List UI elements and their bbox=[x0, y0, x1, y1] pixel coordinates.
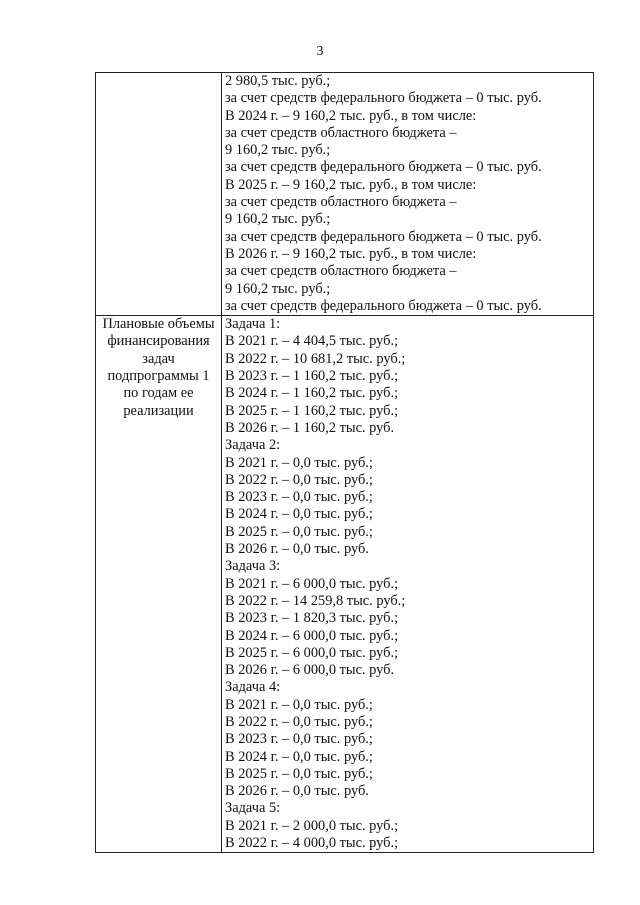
row-label-cell bbox=[96, 316, 222, 853]
value-line: 9 160,2 тыс. руб.; bbox=[225, 211, 331, 228]
row-value-cell bbox=[222, 73, 594, 316]
value-line: В 2024 г. – 9 160,2 тыс. руб., в том числе: bbox=[225, 107, 477, 124]
value-line: В 2026 г. – 6 000,0 тыс. руб. bbox=[225, 662, 395, 679]
value-line: за счет средств федерального бюджета – 0 тыс. руб. bbox=[225, 159, 542, 176]
value-line: Задача 5: bbox=[225, 800, 281, 817]
label-line: по годам ее bbox=[123, 385, 194, 402]
value-line: Задача 2: bbox=[225, 437, 281, 454]
value-line: В 2023 г. – 1 160,2 тыс. руб.; bbox=[225, 368, 399, 385]
page-number: 3 bbox=[316, 44, 324, 59]
table-row bbox=[96, 316, 594, 853]
value-line: В 2024 г. – 0,0 тыс. руб.; bbox=[225, 748, 373, 765]
row-value-cell bbox=[222, 316, 594, 853]
value-line: Задача 4: bbox=[225, 679, 281, 696]
label-line: задач bbox=[142, 350, 175, 367]
value-line: 2 980,5 тыс. руб.; bbox=[225, 73, 331, 89]
value-line: В 2026 г. – 0,0 тыс. руб. bbox=[225, 783, 369, 800]
value-line: В 2026 г. – 9 160,2 тыс. руб., в том числе: bbox=[225, 245, 477, 262]
value-line: за счет средств федерального бюджета – 0 тыс. руб. bbox=[225, 297, 542, 314]
value-line: Задача 1: bbox=[225, 316, 281, 333]
value-line: В 2025 г. – 6 000,0 тыс. руб.; bbox=[225, 644, 399, 661]
value-line: В 2021 г. – 4 404,5 тыс. руб.; bbox=[225, 333, 399, 350]
value-line: В 2021 г. – 0,0 тыс. руб.; bbox=[225, 696, 373, 713]
value-line: В 2022 г. – 14 259,8 тыс. руб.; bbox=[225, 592, 406, 609]
value-line: В 2024 г. – 0,0 тыс. руб.; bbox=[225, 506, 373, 523]
value-line: В 2024 г. – 6 000,0 тыс. руб.; bbox=[225, 627, 399, 644]
label-line: реализации bbox=[123, 402, 194, 419]
value-line: В 2025 г. – 0,0 тыс. руб.; bbox=[225, 523, 373, 540]
value-line: В 2022 г. – 4 000,0 тыс. руб.; bbox=[225, 835, 399, 852]
value-line: В 2023 г. – 0,0 тыс. руб.; bbox=[225, 731, 373, 748]
value-line: за счет средств федерального бюджета – 0 тыс. руб. bbox=[225, 90, 542, 107]
value-line: за счет средств областного бюджета – bbox=[225, 263, 457, 280]
value-line: 9 160,2 тыс. руб.; bbox=[225, 280, 331, 297]
value-line: 9 160,2 тыс. руб.; bbox=[225, 142, 331, 159]
value-line: В 2025 г. – 9 160,2 тыс. руб., в том числе: bbox=[225, 176, 477, 193]
value-line: В 2023 г. – 1 820,3 тыс. руб.; bbox=[225, 610, 399, 627]
label-line: подпрограммы 1 bbox=[107, 368, 210, 385]
value-line: В 2026 г. – 0,0 тыс. руб. bbox=[225, 541, 369, 558]
value-line: В 2022 г. – 0,0 тыс. руб.; bbox=[225, 713, 373, 730]
row-label-cell bbox=[96, 73, 222, 316]
value-line: за счет средств областного бюджета – bbox=[225, 194, 457, 211]
financing-table bbox=[95, 72, 594, 853]
value-line: В 2021 г. – 6 000,0 тыс. руб.; bbox=[225, 575, 399, 592]
value-line: В 2022 г. – 0,0 тыс. руб.; bbox=[225, 471, 373, 488]
value-line: В 2024 г. – 1 160,2 тыс. руб.; bbox=[225, 385, 399, 402]
label-line: Плановые объемы bbox=[102, 316, 215, 333]
value-line: В 2025 г. – 1 160,2 тыс. руб.; bbox=[225, 402, 399, 419]
value-line: В 2026 г. – 1 160,2 тыс. руб. bbox=[225, 419, 395, 436]
value-line: Задача 3: bbox=[225, 558, 281, 575]
label-line: финансирования bbox=[107, 333, 210, 350]
value-line: за счет средств областного бюджета – bbox=[225, 124, 457, 141]
value-line: В 2023 г. – 0,0 тыс. руб.; bbox=[225, 489, 373, 506]
table-row bbox=[96, 73, 594, 316]
value-line: В 2022 г. – 10 681,2 тыс. руб.; bbox=[225, 350, 406, 367]
value-line: В 2021 г. – 2 000,0 тыс. руб.; bbox=[225, 817, 399, 834]
value-line: В 2025 г. – 0,0 тыс. руб.; bbox=[225, 765, 373, 782]
value-line: за счет средств федерального бюджета – 0 тыс. руб. bbox=[225, 228, 542, 245]
value-line: В 2021 г. – 0,0 тыс. руб.; bbox=[225, 454, 373, 471]
